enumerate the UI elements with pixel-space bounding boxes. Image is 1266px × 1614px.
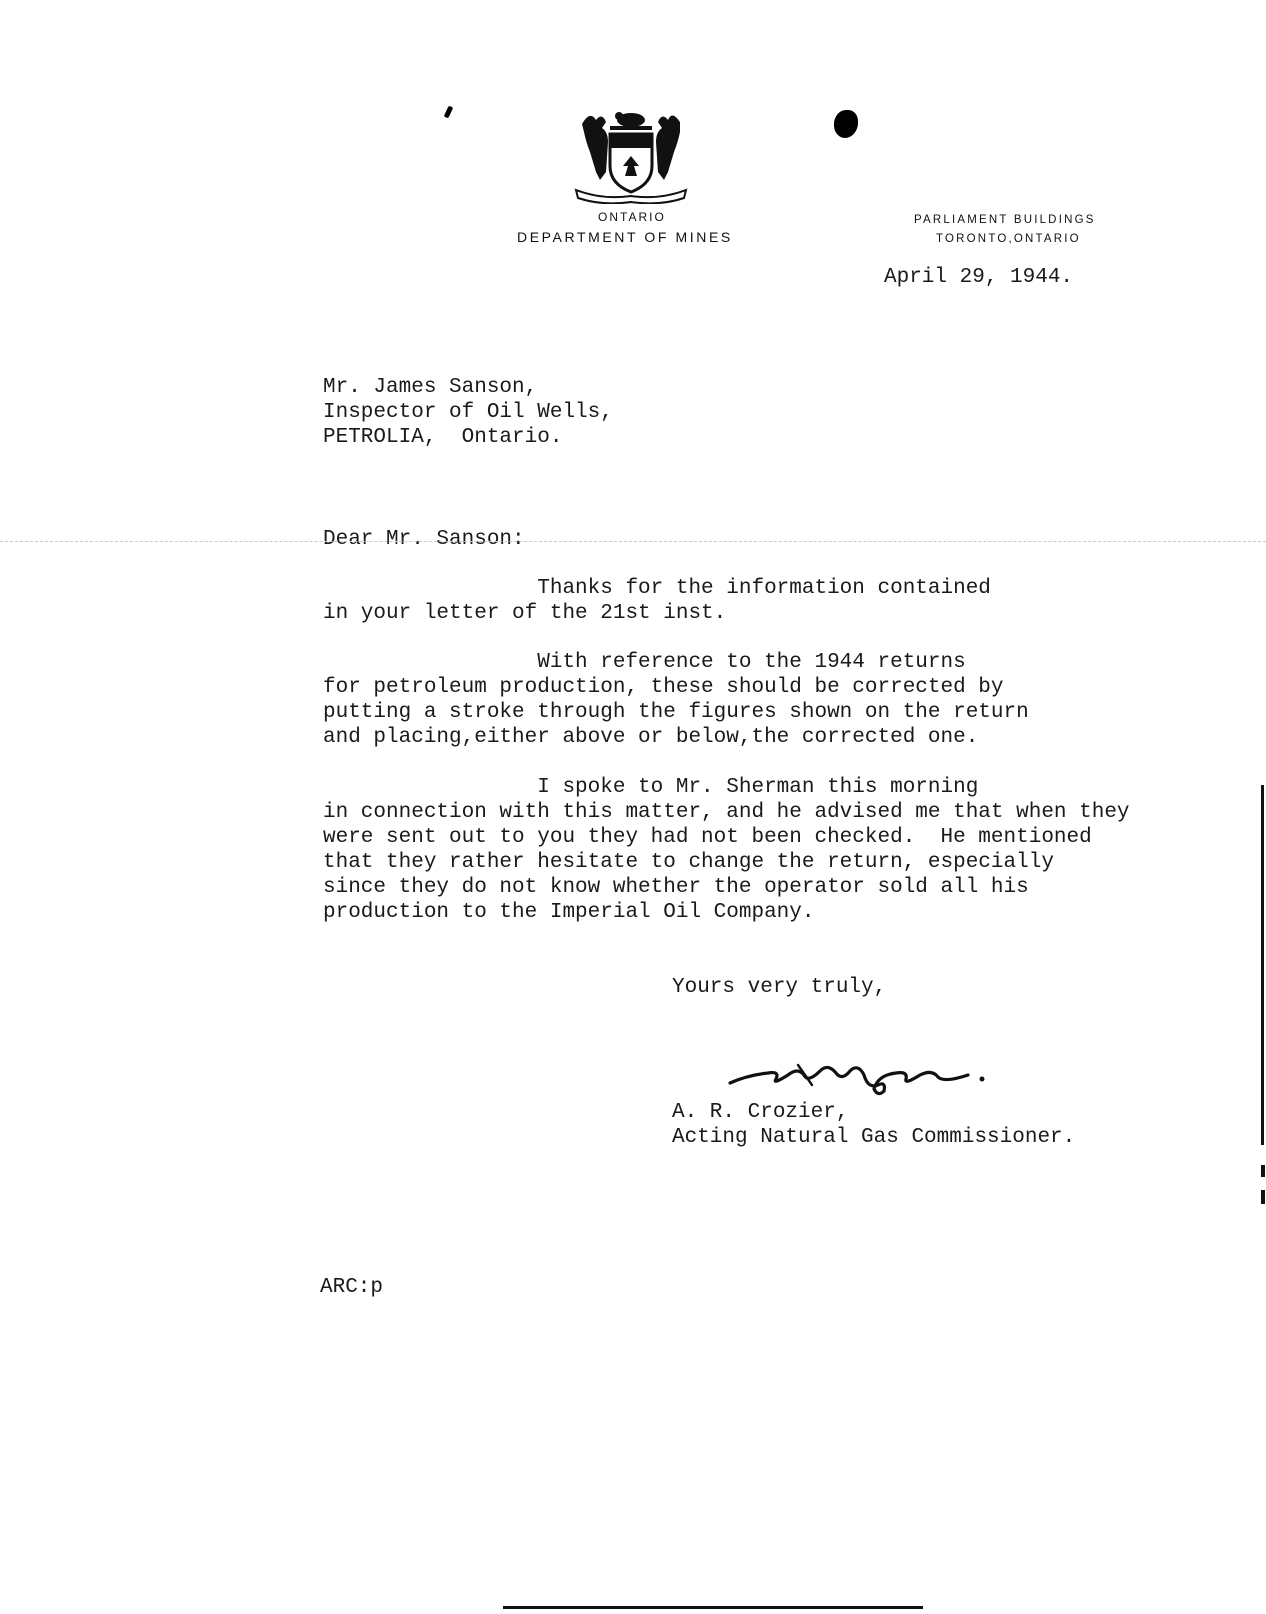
body-paragraph-1: Thanks for the information contained in your letter of the 21st inst. xyxy=(323,577,991,625)
signatory-name: A. R. Crozier, xyxy=(672,1101,849,1124)
signatory-title: Acting Natural Gas Commissioner. xyxy=(672,1126,1076,1149)
ink-speck xyxy=(444,106,454,119)
salutation: Dear Mr. Sanson: xyxy=(323,528,525,551)
fold-line xyxy=(0,541,1266,542)
recipient-title: Inspector of Oil Wells, xyxy=(323,401,613,424)
letterhead-address-line1: PARLIAMENT BUILDINGS xyxy=(914,214,1096,226)
scan-edge-mark xyxy=(1261,785,1264,1145)
reference-initials: ARC:p xyxy=(320,1276,384,1299)
recipient-name: Mr. James Sanson, xyxy=(323,376,538,399)
recipient-address xyxy=(323,375,613,450)
letterhead-address-line2: TORONTO,ONTARIO xyxy=(936,233,1081,245)
body-paragraph-3: I spoke to Mr. Sherman this morning in connection with this matter, and he advised me that when they were sent out to you they had not been checked. He mentioned that they rather hesitate to change the return, especially since they do not know whether the operator sold all his production to the Imperial Oil Company. xyxy=(323,776,1130,924)
body-paragraph-2: With reference to the 1944 returns for petroleum production, these should be corrected by putting a stroke through the figures shown on the return and placing,either above or below,the corrected one. xyxy=(323,651,1029,749)
ontario-coat-of-arms-icon xyxy=(572,104,690,204)
recipient-location: PETROLIA, Ontario. xyxy=(323,426,563,449)
bottom-edge-rule xyxy=(503,1606,923,1609)
scan-edge-mark xyxy=(1261,1190,1265,1204)
letter-date: April 29, 1944. xyxy=(884,266,1074,289)
handwritten-signature xyxy=(728,1045,998,1097)
scan-edge-mark xyxy=(1261,1165,1265,1177)
closing: Yours very truly, xyxy=(672,976,887,999)
signatory-block xyxy=(672,1100,1075,1150)
letterhead-province: ONTARIO xyxy=(598,210,666,224)
letterhead-department: DEPARTMENT OF MINES xyxy=(517,229,733,245)
ink-blot xyxy=(834,110,858,138)
